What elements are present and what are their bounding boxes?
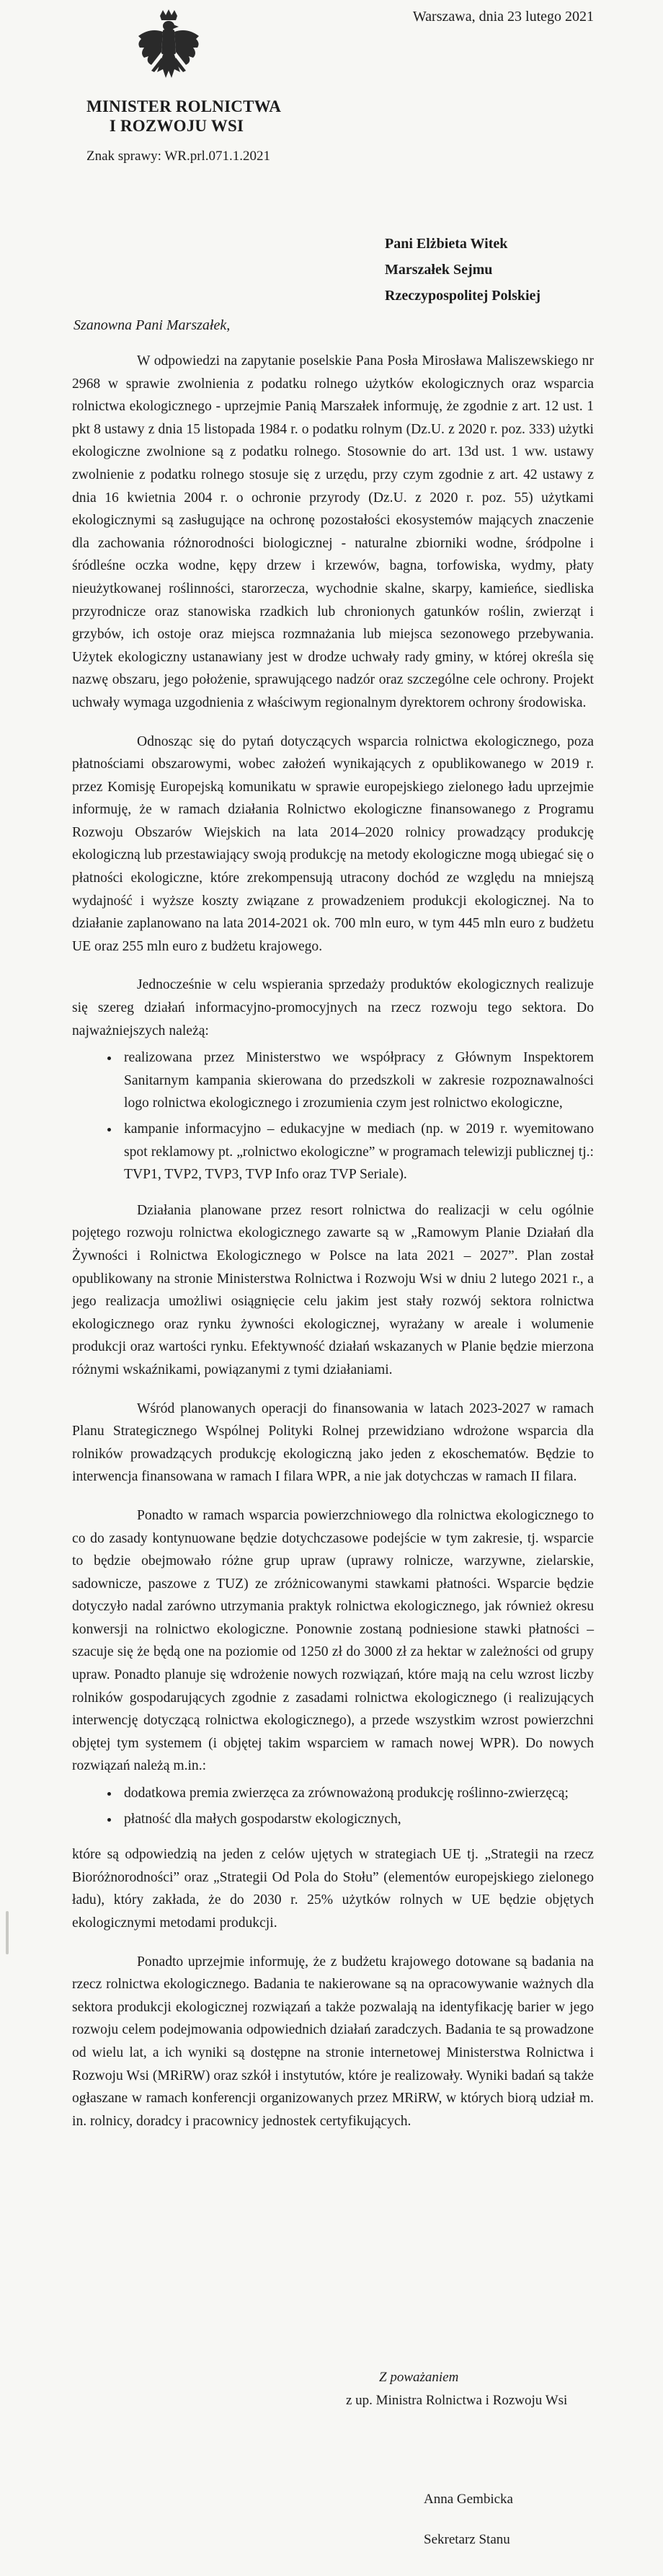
list-item: • kampanie informacyjno – edukacyjne w mediach (np. w 2019 r. wyemitowano spot reklamowy pt. „rolnictwo ekologiczne” w programach telewizji publicznej tj.: TVP1, TVP2, TVP3, TVP Info oraz TVP Seriale). <box>120 1118 594 1186</box>
signer-name: Anna Gembicka <box>424 2492 513 2507</box>
closing-greeting: Z poważaniem <box>379 2370 459 2385</box>
ministry-name-line1: MINISTER ROLNICTWA <box>86 97 282 115</box>
paragraph-2: Odnosząc się do pytań dotyczących wsparcia rolnictwa ekologicznego, poza płatnościami obszarowymi, wobec założeń wynikających z opublikowanego w 2019 r. przez Komisję Europejską komunikatu w sprawie europejskiego zielonego ładu uprzejmie informuję, że w ramach działania Rolnictwo ekologiczne finansowanego z Programu Rozwoju Obszarów Wiejskich na lata 2014–2020 rolnicy prowadzący produkcję ekologiczną lub przestawiający swoją produkcję na metody ekologiczne mogą ubiegać się o płatności ekologiczne, które zrekompensują utracony dochód ze względu na mniejszą wydajność i wyższe koszty związane z prowadzeniem produkcji ekologicznej. Na to działanie zaplanowano na lata 2014-2021 ok. 700 mln euro, w tym 445 mln euro z budżetu UE oraz 255 mln euro z budżetu krajowego. <box>72 733 594 954</box>
on-behalf-line: z up. Ministra Rolnictwa i Rozwoju Wsi <box>346 2393 568 2408</box>
list-item: • dodatkowa premia zwierzęca za zrównoważoną produkcję roślinno-zwierzęcą; <box>120 1782 594 1805</box>
recipient-title: Marszałek Sejmu <box>385 262 493 278</box>
paragraph-5: Wśród planowanych operacji do finansowania w latach 2023-2027 w ramach Planu Strategicznego Wspólnej Polityki Rolnej przewidziano wdrożone wsparcia dla rolników prowadzących produkcję ekologiczną jako jeden z ekoschematów. Będzie to interwencja finansowana w ramach I filara WPR, a nie jak dotychczas w ramach II filara. <box>72 1401 594 1485</box>
paragraph-6: Ponadto w ramach wsparcia powierzchniowego dla rolnictwa ekologicznego to co do zasady kontynuowane będzie dotychczasowe podejście w tym zakresie, tj. wsparcie to będzie obejmowało różne grup upraw (uprawy rolnicze, warzywne, zielarskie, sadownicze, paszowe z TUZ) ze zróżnicowanymi stawkami płatności. Wsparcie będzie dotyczyło nadal zarówno utrzymania praktyk rolnictwa ekologicznego, jak również okresu konwersji na rolnictwo ekologiczne. Ponownie zostaną podniesione stawki płatności – szacuje się że będą one na poziomie od 1250 zł do 3000 zł za hektar w zależności od grupy upraw. Ponadto planuje się wdrożenie nowych rozwiązań, które mają na celu wzrost liczby rolników gospodarujących zgodnie z zasadami rolnictwa ekologicznego (i realizujących interwencję dotyczącą rolnictwa ekologicznego), a przede wszystkim wzrost powierzchni objętej tym systemem (i objętej takim wsparciem w ramach nowej WPR). Do nowych rozwiązań należą m.in.: <box>72 1507 594 1774</box>
list-item: • płatność dla małych gospodarstw ekologicznych, <box>120 1808 594 1831</box>
signer-title: Sekretarz Stanu <box>424 2532 510 2547</box>
signature-block <box>424 2479 513 2560</box>
paragraph-7: które są odpowiedzią na jeden z celów ujętych w strategiach UE tj. „Strategii na rzecz Bioróżnorodności” oraz „Strategii Od Pola do Stołu” (elementów europejskiego zielonego ładu), który zakłada, że do 2030 r. 25% użytków rolnych w UE będzie objętych ekologicznymi metodami produkcji. <box>72 1847 594 1931</box>
recipient-name: Pani Elżbieta Witek <box>385 236 508 252</box>
letter-body <box>72 350 594 2148</box>
recipient-institution: Rzeczypospolitej Polskiej <box>385 288 541 304</box>
bullet-list-campaigns <box>72 1046 594 1186</box>
ministry-name <box>86 97 282 136</box>
scan-artifact <box>6 1911 9 1954</box>
place-and-date: Warszawa, dnia 23 lutego 2021 <box>412 9 594 25</box>
bullet-list-new-solutions <box>72 1782 594 1830</box>
paragraph-1: W odpowiedzi na zapytanie poselskie Pana Posła Mirosława Maliszewskiego nr 2968 w sprawie zwolnienia z podatku rolnego użytków ekologicznych oraz wsparcia rolnictwa ekologicznego - uprzejmie Panią Marszałek informuję, że zgodnie z art. 12 ust. 1 pkt 8 ustawy z dnia 15 listopada 1984 r. o podatku rolnym (Dz.U. z 2020 r. poz. 333) użytki ekologiczne zwolnione są z podatku rolnego. Stosownie do art. 13d ust. 1 ww. ustawy zwolnienie z podatku rolnego stosuje się z urzędu, przy czym zgodnie z art. 42 ustawy z dnia 16 kwietnia 2004 r. o ochronie przyrody (Dz.U. z 2020 r. poz. 55) użytkami ekologicznymi są zasługujące na ochronę pozostałości ekosystemów mających znaczenie dla zachowania różnorodności biologicznej - naturalne zbiorniki wodne, śródpolne i śródleśne oczka wodne, kępy drzew i krzewów, bagna, torfowiska, wydmy, płaty nieużytkowanej roślinności, starorzecza, wychodnie skalne, skarpy, kamieńce, siedliska przyrodnicze oraz stanowiska rzadkich lub chronionych gatunków roślin, zwierząt i grzybów, ich ostoje oraz miejsca rozmnażania lub miejsca sezonowego przebywania. Użytek ekologiczny ustanawiany jest w drodze uchwały rady gminy, w której określa się nazwę obszaru, jego położenie, sprawującego nadzór oraz szczególne cele ochrony. Projekt uchwały wymaga uzgodnienia z właściwym regionalnym dyrektorem ochrony środowiska. <box>72 353 594 710</box>
paragraph-3: Jednocześnie w celu wspierania sprzedaży produktów ekologicznych realizuje się szereg działań informacyjno-promocyjnych na rzecz rozwoju tego sektora. Do najważniejszych należą: <box>72 977 594 1038</box>
list-item: • realizowana przez Ministerstwo we współpracy z Głównym Inspektorem Sanitarnym kampania skierowana do przedszkoli w zakresie rozpoznawalności logo rolnictwa ekologicznego i zrozumienia czym jest rolnictwo ekologiczne, <box>120 1046 594 1115</box>
case-reference: Znak sprawy: WR.prl.071.1.2021 <box>86 149 271 164</box>
polish-eagle-emblem-icon <box>135 9 202 94</box>
salutation: Szanowna Pani Marszałek, <box>74 317 231 333</box>
paragraph-8: Ponadto uprzejmie informuję, że z budżetu krajowego dotowane są badania na rzecz rolnictwa ekologicznego. Badania te nakierowane są na opracowywanie ważnych dla sektora produkcji ekologicznej rozwiązań a także pozwalają na identyfikację barier w jego rozwoju celem podejmowania odpowiednich działań zaradczych. Badania te są prowadzone od wielu lat, a ich wyniki są dostępne na stronie internetowej Ministerstwa Rolnictwa i Rozwoju Wsi (MRiRW) oraz szkół i instytutów, które je realizowały. Wyniki badań są także ogłaszane w ramach konferencji organizowanych przez MRiRW, w których biorą udział m. in. rolnicy, doradcy i pracownicy jednostek certyfikujących. <box>72 1954 594 2129</box>
recipient-block <box>385 231 540 309</box>
paragraph-4: Działania planowane przez resort rolnictwa do realizacji w celu ogólnie pojętego rozwoju rolnictwa ekologicznego zawarte są w „Ramowym Planie Działań dla Żywności i Rolnictwa Ekologicznego w Polsce na lata 2021 – 2027”. Plan został opublikowany na stronie Ministerstwa Rolnictwa i Rozwoju Wsi w dniu 2 lutego 2021 r., a jego realizacja umożliwi osiągnięcie celu jakim jest stały rozwój sektora rolnictwa ekologicznego oraz rynku żywności ekologicznej, wyrażany w areale i wolumenie produkcji oraz wartości rynku. Efektywność działań wskazanych w Planie będzie mierzona różnymi wskaźnikami, powiązanymi z tymi działaniami. <box>72 1202 594 1377</box>
ministry-name-line2: I ROZWOJU WSI <box>109 117 244 135</box>
